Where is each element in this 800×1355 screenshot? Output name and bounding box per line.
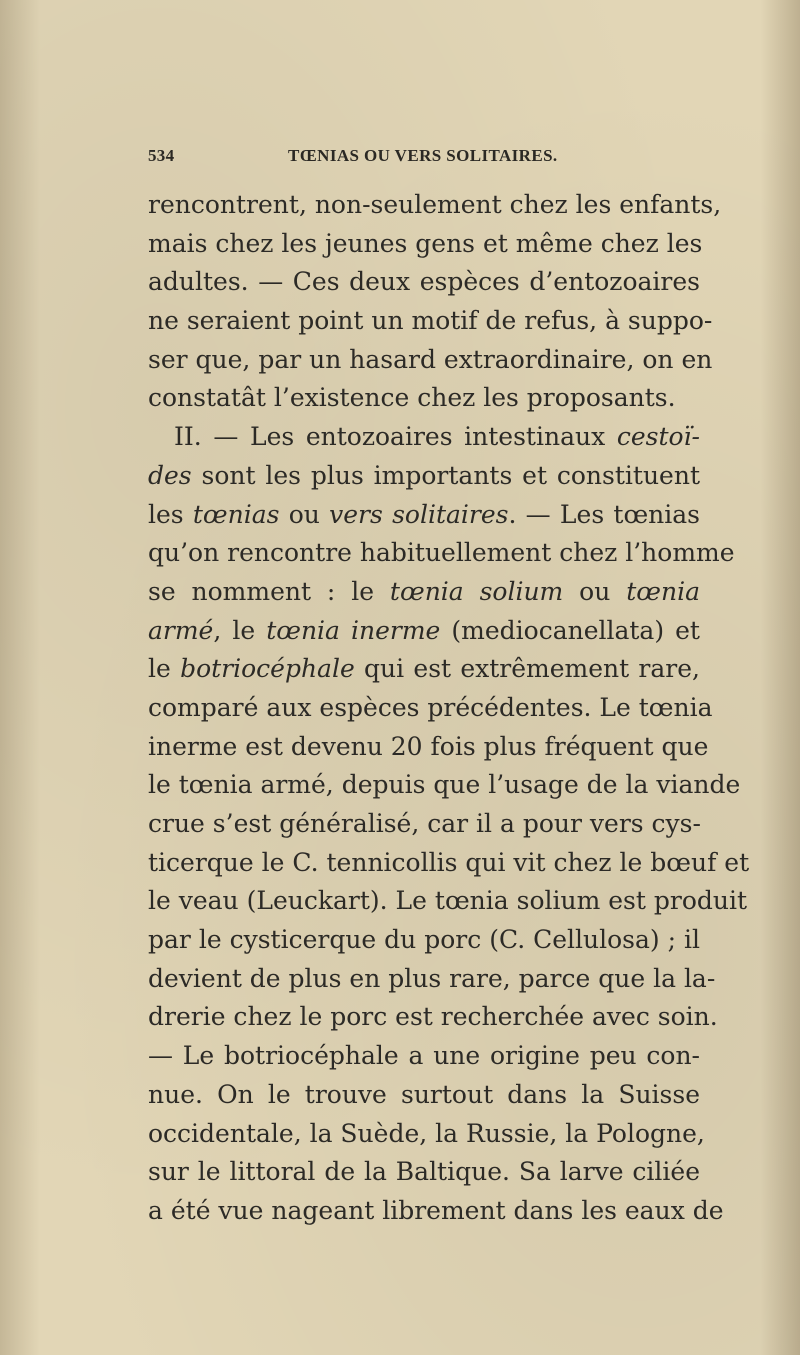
text-line — [148, 457, 700, 496]
page-number: 534 — [148, 146, 175, 165]
text-line — [148, 728, 709, 767]
text-line — [148, 1153, 700, 1192]
text-line — [148, 186, 722, 225]
text-run: a été vue nageant librement dans les eaux de — [148, 1195, 724, 1225]
text-line — [148, 263, 700, 302]
text-run: crue s’est généralisé, car il a pour vers cys- — [148, 809, 701, 838]
text-run: le tœnia armé, depuis que l’usage de la viande — [148, 770, 741, 800]
text-run: inerme est devenu 20 fois plus fréquent que — [148, 731, 709, 761]
text-run: nue. On le trouve surtout dans la Suisse — [148, 1079, 700, 1109]
text-line — [148, 379, 700, 418]
italic-text: cestoï- — [616, 422, 700, 452]
text-run: ticerque le C. tennicollis qui vit chez le bœuf et — [148, 847, 750, 877]
text-run: sont les plus importants et constituent — [191, 460, 700, 490]
text-line — [148, 650, 700, 689]
italic-text: botriocéphale — [180, 654, 355, 684]
text-run: adultes. — Ces deux espèces d’entozoaires — [148, 267, 700, 297]
text-line — [148, 1076, 700, 1115]
text-line — [148, 573, 700, 612]
text-line — [148, 1037, 700, 1076]
text-line — [148, 998, 718, 1037]
text-run: les — [148, 499, 193, 529]
text-run: le veau (Leuckart). Le tœnia solium est produit — [148, 886, 748, 916]
text-run: qu’on rencontre habituellement chez l’homme — [148, 538, 735, 568]
text-line — [148, 960, 716, 999]
text-line — [148, 1192, 724, 1231]
text-line — [148, 1115, 705, 1154]
text-run: rencontrent, non-seulement chez les enfants, — [148, 190, 722, 219]
text-line — [148, 496, 700, 535]
italic-text: tœnia inerme — [266, 615, 441, 645]
text-run: se nomment : le — [148, 576, 390, 606]
text-run: comparé aux espèces précédentes. Le tœnia — [148, 692, 713, 722]
italic-text: vers solitaires — [329, 499, 509, 529]
text-run: qui est extrêmement rare, — [354, 654, 700, 684]
text-line — [148, 689, 713, 728]
text-line — [148, 766, 741, 805]
text-run: II. — Les entozoaires intestinaux — [174, 422, 617, 452]
text-run: (mediocanellata) et — [440, 615, 700, 645]
text-line — [148, 612, 700, 651]
text-run: mais chez les jeunes gens et même chez les — [148, 228, 703, 258]
text-line — [148, 921, 700, 960]
text-line — [148, 534, 735, 573]
text-run: . — Les tœnias — [508, 499, 700, 529]
text-line — [148, 805, 700, 844]
running-head — [148, 146, 708, 170]
text-run: par le cysticerque du porc (C. Cellulosa) ; il — [148, 925, 700, 955]
body-text — [148, 186, 750, 1231]
text-run: drerie chez le porc est recherchée avec soin. — [148, 1002, 718, 1032]
text-run: devient de plus en plus rare, parce que la la- — [148, 963, 716, 993]
text-run: , le — [213, 615, 267, 645]
italic-text: tœnia solium — [389, 576, 564, 606]
italic-text: armé — [148, 615, 214, 645]
text-line — [148, 882, 748, 921]
text-line — [148, 418, 700, 457]
text-run: constatât l’existence chez les proposants. — [148, 383, 676, 413]
text-run: ou — [563, 576, 627, 606]
text-run: le — [148, 654, 181, 684]
text-run: occidentale, la Suède, la Russie, la Pologne, — [148, 1118, 705, 1148]
italic-text: tœnias — [192, 499, 280, 529]
text-line — [148, 302, 713, 341]
italic-text: des — [148, 460, 192, 490]
text-line — [148, 341, 713, 380]
text-line — [148, 844, 750, 883]
text-run: ser que, par un hasard extraordinaire, on en — [148, 344, 713, 374]
text-run: ou — [279, 499, 330, 529]
text-line — [148, 225, 703, 264]
running-title: TŒNIAS OU VERS SOLITAIRES. — [288, 146, 558, 165]
text-run: sur le littoral de la Baltique. Sa larve ciliée — [148, 1157, 700, 1187]
italic-text: tœnia — [626, 576, 700, 606]
text-run: ne seraient point un motif de refus, à suppo- — [148, 306, 713, 336]
text-run: — Le botriocéphale a une origine peu con- — [148, 1041, 700, 1071]
